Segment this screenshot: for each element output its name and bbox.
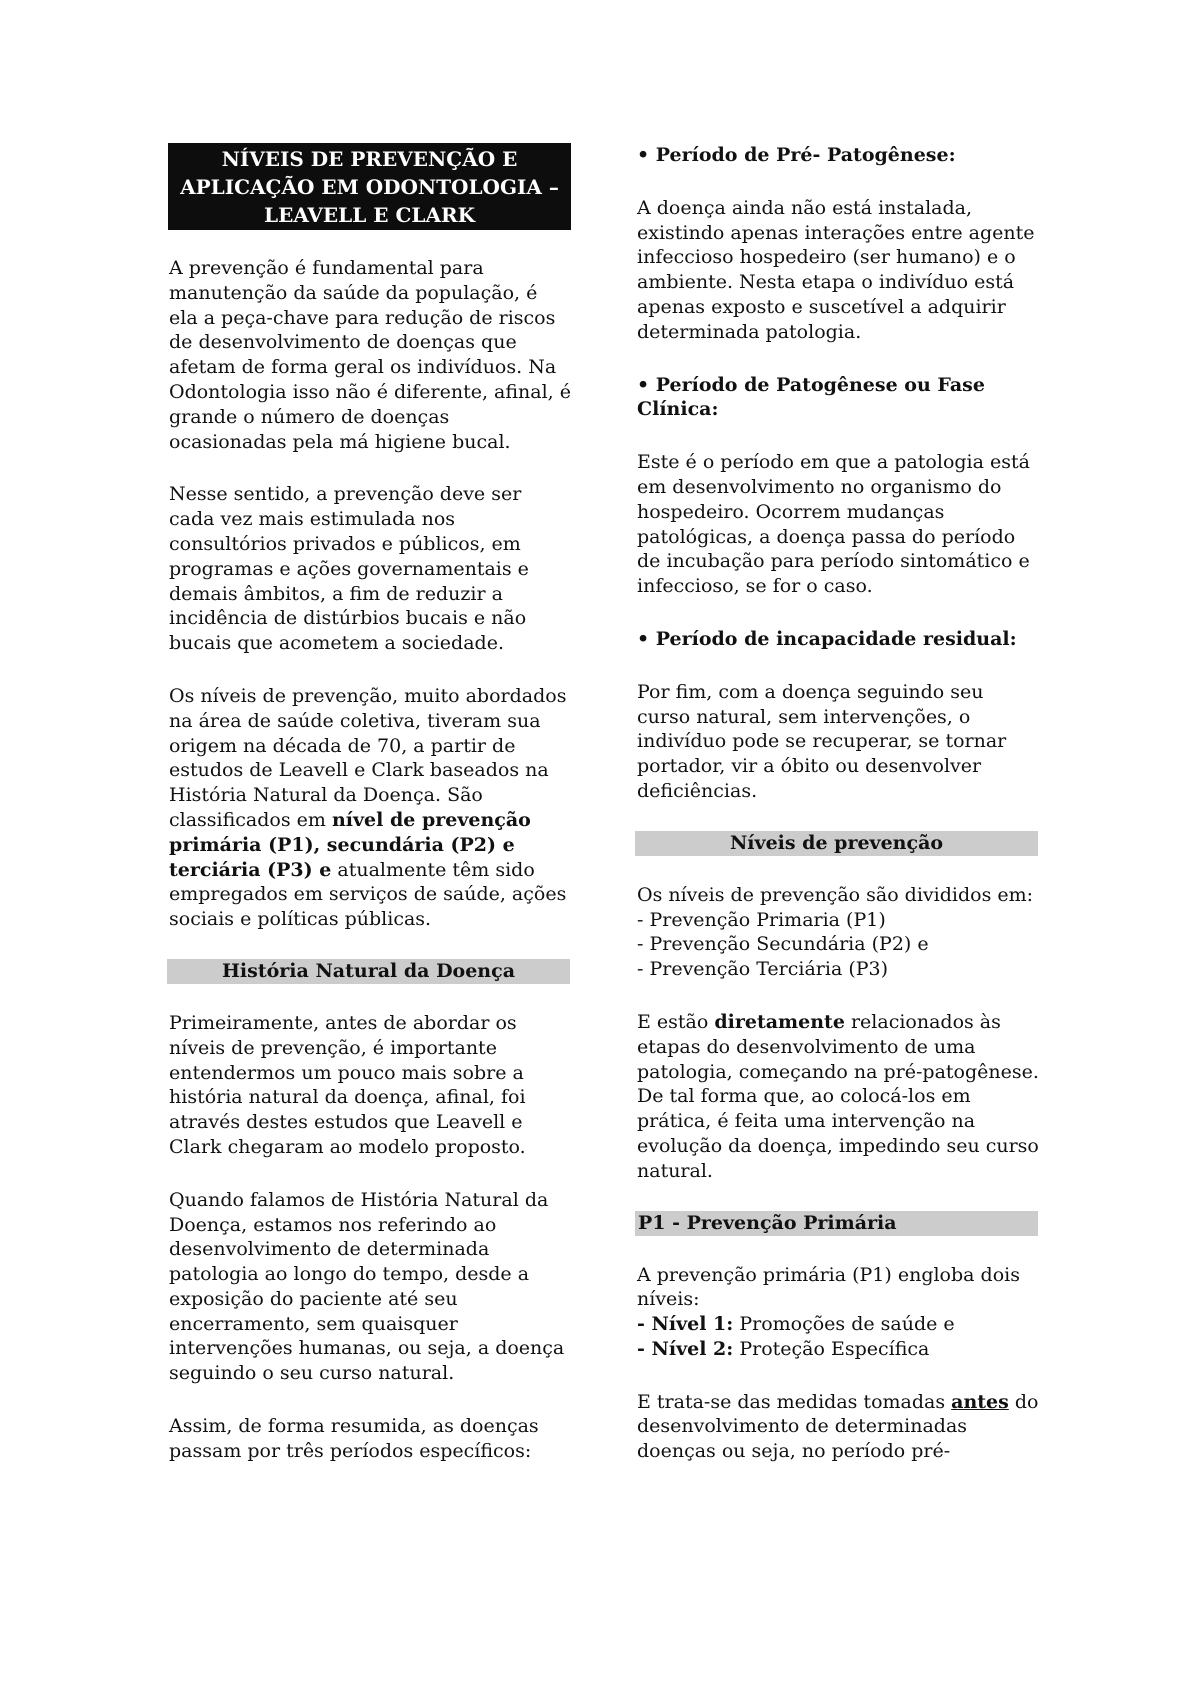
p1-level-1: - Nível 1: Promoções de saúde e	[637, 1313, 955, 1336]
levels-origin-text-b: atualmente têm sido empregados em serviços de saúde, ações sociais e políticas públicas.	[169, 858, 567, 931]
prevention-paragraph: Nesse sentido, a prevenção deve ser cada vez mais estimulada nos consultórios privados e públicos, em programas e ações governamentais e demais âmbitos, a fim de reduzir a incidência de distúrbios bucais e não bucais que acometem a sociedade.	[169, 483, 529, 655]
relation-paragraph: E estão diretamente relacionados às etapas do desenvolvimento de uma patologia, começando na pré-patogênese. De tal forma que, ao colocá-los em prática, é feita uma intervenção na evolução da doença, impedindo seu curso natural.	[637, 1010, 1039, 1182]
niveis-intro-text: Os níveis de prevenção são divididos em:	[637, 883, 1034, 906]
niveis-list-item: - Prevenção Terciária (P3)	[637, 958, 889, 981]
residual-incapacity-paragraph: Por fim, com a doença seguindo seu curso natural, sem intervenções, o indivíduo pode se recuperar, se tornar portador, vir a óbito ou desenvolver deficiências.	[637, 680, 1007, 802]
section-heading-p1: P1 - Prevenção Primária	[635, 1211, 1038, 1236]
levels-origin-bold: nível de prevenção primária (P1), secundária (P2) e terciária (P3) e	[169, 808, 531, 881]
niveis-list-item: - Prevenção Primaria (P1)	[637, 908, 886, 931]
section-heading-niveis: Níveis de prevenção	[635, 831, 1038, 856]
p1-level-2: - Nível 2: Proteção Específica	[637, 1337, 930, 1360]
document-title	[168, 143, 571, 230]
niveis-list-item: - Prevenção Secundária (P2) e	[637, 933, 929, 956]
section-heading-hnd: História Natural da Doença	[167, 959, 570, 984]
periods-intro-paragraph: Assim, de forma resumida, as doenças passam por três períodos específicos:	[169, 1415, 539, 1462]
right-column	[637, 143, 1040, 1464]
title-line-2: APLICAÇÃO EM ODONTOLOGIA –	[180, 175, 559, 199]
heading-pre-pathogenesis: • Período de Pré- Patogênese:	[637, 144, 956, 166]
niveis-intro-paragraph	[637, 883, 1040, 982]
heading-residual-incapacity: • Período de incapacidade residual:	[637, 627, 1017, 650]
pathogenesis-paragraph: Este é o período em que a patologia está em desenvolvimento no organismo do hospedeiro. Ocorrem mudanças patológicas, a doença passa do período de incubação para período sintomático e infeccioso, se for o caso.	[637, 451, 1030, 598]
levels-origin-paragraph	[169, 684, 572, 932]
hnd-intro-paragraph: Primeiramente, antes de abordar os níveis de prevenção, é importante entendermos um pouco mais sobre a história natural da doença, afinal, foi através destes estudos que Leavell e Clark chegaram ao modelo proposto.	[169, 1011, 526, 1158]
heading-pathogenesis: • Período de Patogênese ou Fase Clínica:	[637, 373, 985, 421]
p1-definition-paragraph: E trata-se das medidas tomadas antes do desenvolvimento de determinadas doenças ou seja, no período pré-	[637, 1390, 1039, 1463]
hnd-definition-paragraph: Quando falamos de História Natural da Doença, estamos nos referindo ao desenvolvimento de determinada patologia ao longo do tempo, desde a exposição do paciente até seu encerramento, sem quaisquer intervenções humanas, ou seja, a doença seguindo o seu curso natural.	[169, 1188, 565, 1385]
pre-pathogenesis-paragraph: A doença ainda não está instalada, existindo apenas interações entre agente infeccioso hospedeiro (ser humano) e o ambiente. Nesta etapa o indivíduo está apenas exposto e suscetível a adquirir determinada patologia.	[637, 196, 1035, 343]
p1-intro-text: A prevenção primária (P1) engloba dois níveis:	[637, 1263, 1020, 1311]
title-line-1: NÍVEIS DE PREVENÇÃO E	[221, 147, 518, 171]
p1-intro-paragraph	[637, 1263, 1040, 1362]
left-column	[169, 143, 572, 1464]
intro-paragraph: A prevenção é fundamental para manutenção da saúde da população, é ela a peça-chave para redução de riscos de desenvolvimento de doenças que afetam de forma geral os indivíduos. Na Odontologia isso não é diferente, afinal, é grande o número de doenças ocasionadas pela má higiene bucal.	[169, 257, 571, 453]
levels-origin-text-a: Os níveis de prevenção, muito abordados na área de saúde coletiva, tiveram sua origem na década de 70, a partir de estudos de Leavell e Clark baseados na História Natural da Doença. São classificados em	[169, 684, 567, 831]
title-line-3: LEAVELL E CLARK	[264, 203, 475, 227]
